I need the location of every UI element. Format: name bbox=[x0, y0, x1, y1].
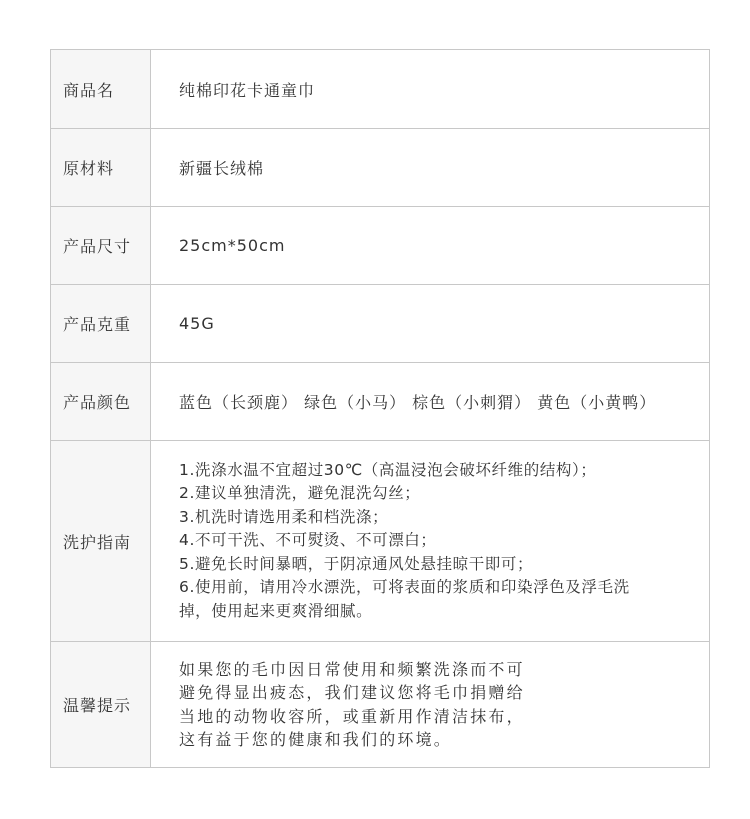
spec-value-size: 25cm*50cm bbox=[179, 236, 286, 255]
care-line: 掉，使用起来更爽滑细腻。 bbox=[179, 601, 373, 620]
spec-value-product-name: 纯棉印花卡通童巾 bbox=[179, 80, 316, 100]
spec-row-care bbox=[51, 440, 709, 641]
tip-line: 避免得显出疲态，我们建议您将毛巾捐赠给 bbox=[179, 683, 525, 702]
spec-label-tip: 温馨提示 bbox=[51, 642, 151, 767]
spec-value-tip bbox=[151, 642, 709, 767]
tip-line: 如果您的毛巾因日常使用和频繁洗涤而不可 bbox=[179, 659, 525, 679]
spec-row-colors bbox=[51, 362, 709, 440]
care-line: 6.使用前，请用冷水漂洗，可将表面的浆质和印染浮色及浮毛洗 bbox=[179, 578, 630, 597]
care-line: 3.机洗时请选用柔和档洗涤； bbox=[179, 507, 389, 526]
spec-value-colors: 蓝色（长颈鹿） 绿色（小马） 棕色（小刺猬） 黄色（小黄鸭） bbox=[179, 393, 657, 412]
spec-row-product-name bbox=[51, 50, 709, 128]
spec-label-weight: 产品克重 bbox=[51, 285, 151, 362]
spec-label-product-name: 商品名 bbox=[51, 50, 151, 128]
spec-label-care: 洗护指南 bbox=[51, 441, 151, 641]
spec-value-care bbox=[151, 441, 709, 641]
care-instructions bbox=[179, 459, 630, 624]
spec-value-material: 新疆长绒棉 bbox=[179, 159, 265, 178]
spec-row-size bbox=[51, 206, 709, 284]
tip-line: 当地的动物收容所，或重新用作清洁抹布， bbox=[179, 706, 525, 726]
care-line: 4.不可干洗、不可熨烫、不可漂白； bbox=[179, 531, 437, 550]
spec-row-weight bbox=[51, 284, 709, 362]
care-line: 1.洗涤水温不宜超过30℃（高温浸泡会破坏纤维的结构）； bbox=[179, 460, 597, 479]
spec-label-material: 原材料 bbox=[51, 129, 151, 206]
spec-label-size: 产品尺寸 bbox=[51, 207, 151, 284]
product-spec-table bbox=[50, 49, 710, 768]
spec-row-material bbox=[51, 128, 709, 206]
tip-text bbox=[179, 658, 525, 752]
tip-line: 这有益于您的健康和我们的环境。 bbox=[179, 730, 453, 749]
spec-value-weight: 45G bbox=[179, 314, 215, 333]
spec-label-colors: 产品颜色 bbox=[51, 363, 151, 440]
care-line: 5.避免长时间暴晒，于阴凉通风处悬挂晾干即可； bbox=[179, 554, 534, 573]
care-line: 2.建议单独清洗，避免混洗勾丝； bbox=[179, 484, 421, 503]
spec-row-tip bbox=[51, 641, 709, 767]
